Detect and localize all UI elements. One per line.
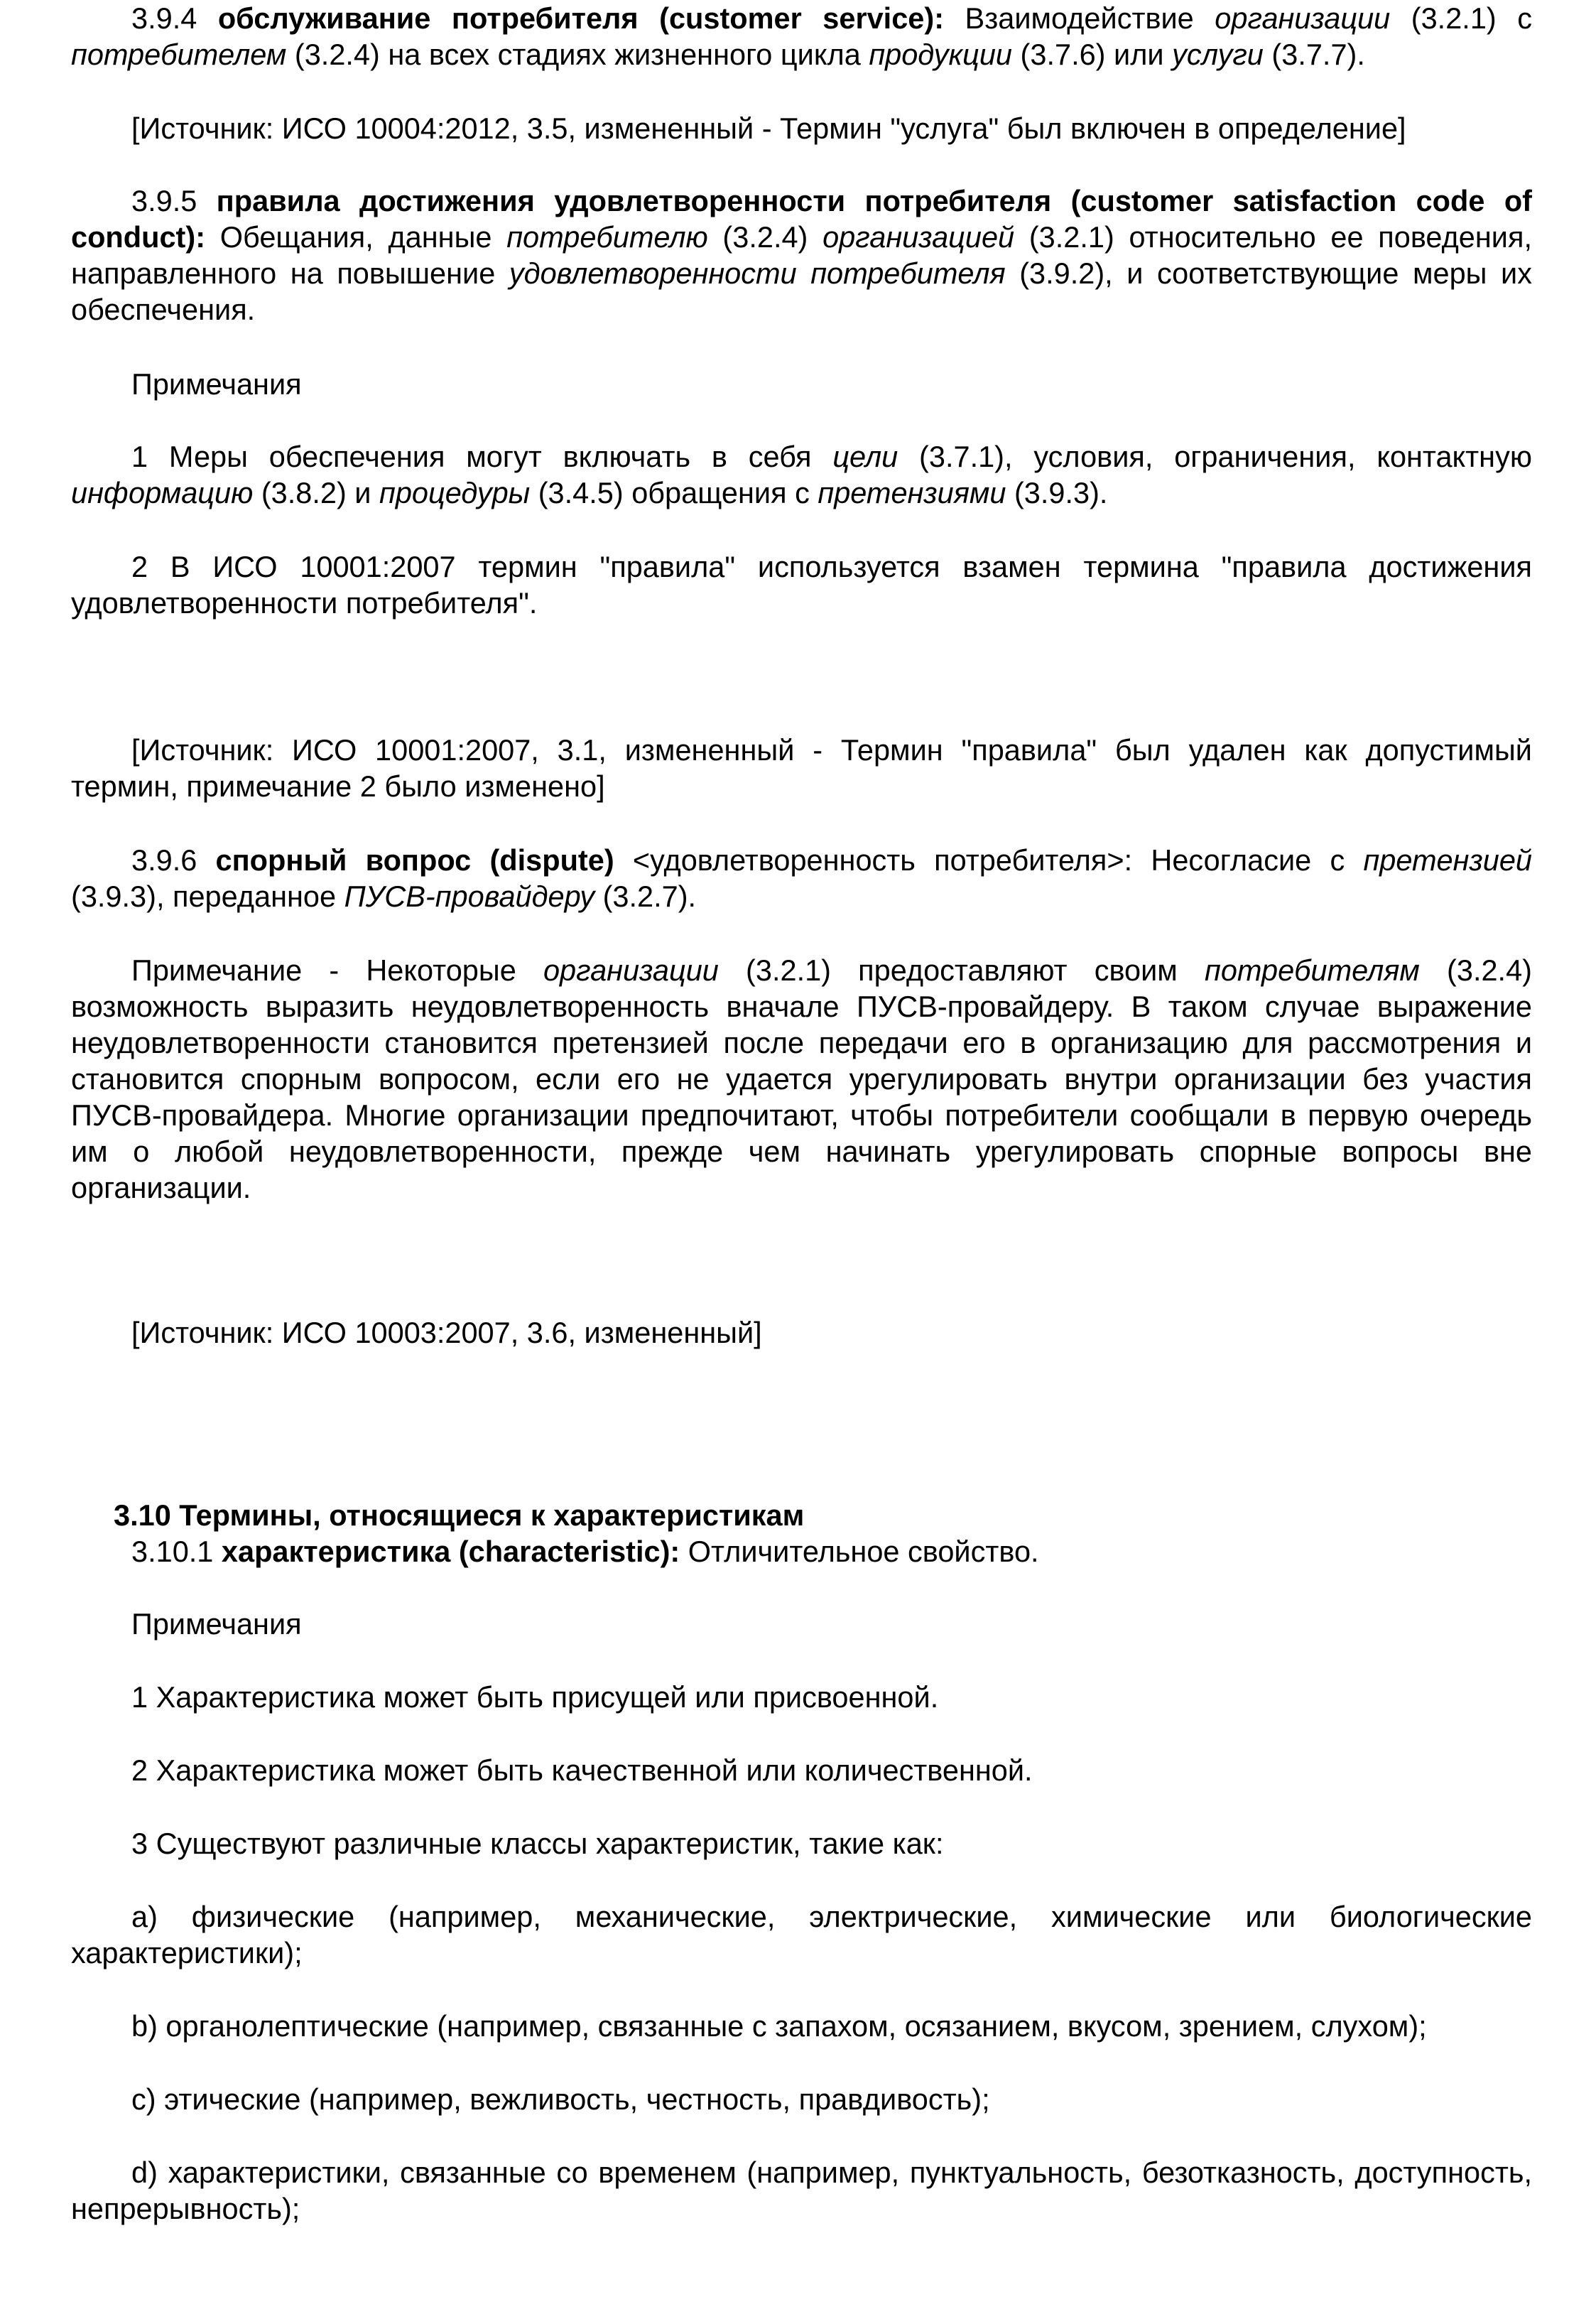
text-run: b) органолептические (например, связанные с запахом, осязанием, вкусом, зрением, слухом); xyxy=(131,2009,1427,2043)
section-heading: 3.10 Термины, относящиеся к характеристикам xyxy=(114,1498,805,1532)
term-reference: претензией xyxy=(1363,843,1532,877)
text-run: (3.2.4) xyxy=(707,220,823,254)
text-run: Отличительное свойство. xyxy=(680,1535,1039,1568)
term-reference: информацию xyxy=(71,476,254,509)
text-run: Примечания xyxy=(131,367,302,401)
paragraph xyxy=(71,1898,1532,1971)
text-run: 3 Существуют различные классы характеристик, такие как: xyxy=(131,1827,944,1860)
text-run: 3.9.4 xyxy=(131,1,218,35)
text-run: (3.4.5) обращения с xyxy=(530,476,818,509)
block-note-2-3-10-1 xyxy=(71,1752,1532,1788)
text-run: (3.7.6) или xyxy=(1012,38,1173,71)
text-run: (3.2.1) с xyxy=(1390,1,1532,35)
text-run: 3.9.5 xyxy=(131,184,217,217)
term-name: характеристика (characteristic): xyxy=(221,1535,680,1568)
text-run: (3.9.3). xyxy=(1006,476,1108,509)
term-reference: претензиями xyxy=(818,476,1006,509)
block-list-item-a xyxy=(71,1898,1532,1971)
paragraph xyxy=(71,2081,1532,2117)
text-run: (3.2.1) относительно ее поведения, направленного на повышение xyxy=(71,220,1532,290)
text-run: (3.7.7). xyxy=(1263,38,1365,71)
term-reference: организации xyxy=(1215,1,1391,35)
term-reference: ПУСВ-провайдеру xyxy=(344,880,595,913)
text-run: 2 В ИСО 10001:2007 термин "правила" используется взамен термина "правила достижения удовлетворенности потребителя". xyxy=(71,550,1532,620)
block-notes-label-3-9-5 xyxy=(71,366,1532,402)
block-term-3-9-4 xyxy=(71,0,1532,72)
paragraph xyxy=(71,842,1532,914)
block-term-3-9-6 xyxy=(71,842,1532,914)
block-list-item-d xyxy=(71,2154,1532,2227)
term-reference: потребителю xyxy=(506,220,708,254)
text-run: 1 Характеристика может быть присущей или присвоенной. xyxy=(131,1680,939,1714)
paragraph xyxy=(71,438,1532,511)
paragraph xyxy=(71,2008,1532,2044)
term-name: правила достижения удовлетворенности потребителя (customer satisfaction code of conduct): xyxy=(71,184,1532,254)
text-run: (3.9.2), и соответствующие меры их обеспечения. xyxy=(71,256,1532,326)
text-run: (3.9.3), переданное xyxy=(71,880,344,913)
paragraph xyxy=(71,1606,1532,1642)
paragraph xyxy=(71,1679,1532,1715)
text-run: 3.10.1 xyxy=(131,1535,222,1568)
paragraph xyxy=(71,366,1532,402)
text-run: Обещания, данные xyxy=(205,220,507,254)
block-source-3-9-5 xyxy=(71,732,1532,804)
text-run: (3.2.4) возможность выразить неудовлетворенность вначале ПУСВ-провайдеру. В таком случае выражение неудовлетворенности становится претензией после передачи его в организацию для рассмотрения и становится спорным вопросом, если его не удается урегулировать внутри организации без участия ПУСВ-провайдера. Многие организации предпочитают, чтобы потребители сообщали в первую очередь им о любой неудовлетворенности, прежде чем начинать урегулировать спорные вопросы вне организации. xyxy=(71,953,1532,1204)
paragraph xyxy=(71,1825,1532,1861)
paragraph xyxy=(71,732,1532,804)
block-note-3-9-6 xyxy=(71,952,1532,1206)
paragraph xyxy=(71,183,1532,328)
block-note-1-3-9-5 xyxy=(71,438,1532,511)
paragraph xyxy=(71,110,1532,146)
block-term-3-10-1 xyxy=(71,1533,1532,1569)
block-notes-label-3-10-1 xyxy=(71,1606,1532,1642)
term-reference: услуги xyxy=(1172,38,1264,71)
paragraph xyxy=(71,548,1532,621)
text-run: 1 Меры обеспечения могут включать в себя xyxy=(131,440,833,473)
text-run: [Источник: ИСО 10004:2012, 3.5, измененный - Термин "услуга" был включен в определение] xyxy=(131,112,1406,145)
term-reference: удовлетворенности потребителя xyxy=(509,256,1006,290)
text-run: Взаимодействие xyxy=(944,1,1215,35)
text-run: (3.2.7). xyxy=(594,880,697,913)
term-reference: потребителем xyxy=(71,38,287,71)
paragraph xyxy=(71,0,1532,72)
paragraph xyxy=(71,2154,1532,2227)
text-run: 3.9.6 xyxy=(131,843,216,877)
paragraph xyxy=(71,1314,1532,1351)
paragraph xyxy=(71,952,1532,1206)
term-reference: организацией xyxy=(822,220,1015,254)
text-run: c) этические (например, вежливость, честность, правдивость); xyxy=(131,2082,990,2116)
text-run: d) характеристики, связанные со временем (например, пунктуальность, безотказность, доступность, непрерывность); xyxy=(71,2156,1532,2225)
paragraph xyxy=(71,1533,1532,1569)
block-list-item-b xyxy=(71,2008,1532,2044)
block-term-3-9-5 xyxy=(71,183,1532,328)
block-note-2-3-9-5 xyxy=(71,548,1532,621)
term-reference: потребителям xyxy=(1204,953,1420,987)
term-name: обслуживание потребителя (customer service): xyxy=(217,1,945,35)
term-reference: процедуры xyxy=(379,476,531,509)
text-run: <удовлетворенность потребителя>: Несогласие с xyxy=(614,843,1364,877)
paragraph xyxy=(71,1752,1532,1788)
term-reference: организации xyxy=(543,953,719,987)
text-run: [Источник: ИСО 10003:2007, 3.6, измененный] xyxy=(131,1316,762,1349)
text-run: a) физические (например, механические, электрические, химические или биологические характеристики); xyxy=(71,1900,1532,1969)
block-source-3-9-4 xyxy=(71,110,1532,146)
term-reference: продукции xyxy=(869,38,1013,71)
text-run: (3.2.4) на всех стадиях жизненного цикла xyxy=(286,38,869,71)
block-source-3-9-6 xyxy=(71,1314,1532,1351)
block-note-1-3-10-1 xyxy=(71,1679,1532,1715)
text-run: (3.8.2) и xyxy=(253,476,380,509)
block-list-item-c xyxy=(71,2081,1532,2117)
text-run: [Источник: ИСО 10001:2007, 3.1, измененный - Термин "правила" был удален как допустимый термин, примечание 2 было изменено] xyxy=(71,733,1532,803)
text-run: (3.7.1), условия, ограничения, контактную xyxy=(898,440,1532,473)
term-reference: цели xyxy=(832,440,898,473)
text-run: Примечания xyxy=(131,1607,302,1641)
text-run: (3.2.1) предоставляют своим xyxy=(718,953,1205,987)
term-name: спорный вопрос (dispute) xyxy=(215,843,614,877)
block-note-3-3-10-1 xyxy=(71,1825,1532,1861)
text-run: 2 Характеристика может быть качественной или количественной. xyxy=(131,1753,1033,1787)
text-run: Примечание - Некоторые xyxy=(131,953,543,987)
